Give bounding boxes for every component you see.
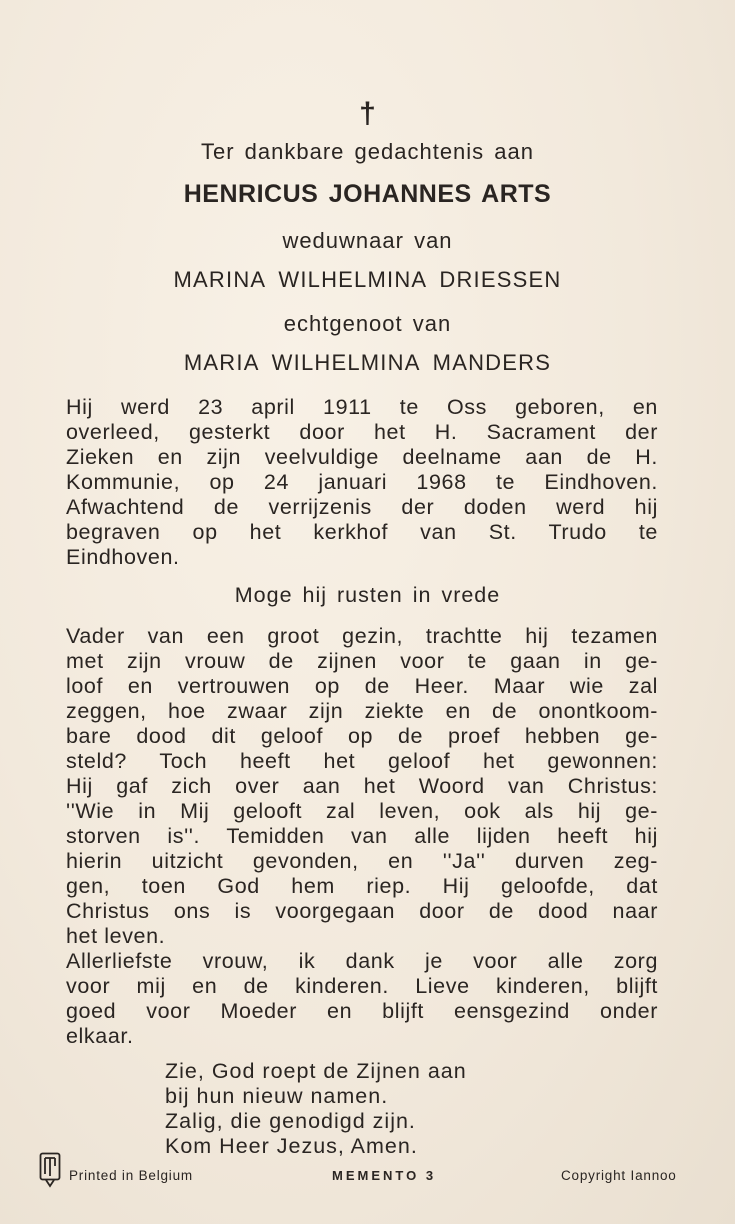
biography-line: Kommunie, op 24 januari 1968 te Eindhoven. [66,470,658,494]
message-line: hierin uitzicht gevonden, en ''Ja'' durven zeg- [66,849,658,873]
message-line: Allerliefste vrouw, ik dank je voor alle zorg [66,949,658,973]
message-line: met zijn vrouw de zijnen voor te gaan in ge- [66,649,658,673]
message-line: Christus ons is voorgegaan door de dood naar [66,899,658,923]
relation-widower: weduwnaar van [282,228,453,253]
first-spouse-name: MARINA WILHELMINA DRIESSEN [173,267,562,292]
verse-line: Kom Heer Jezus, Amen. [165,1134,418,1158]
biography-line: Afwachtend de verrijzenis der doden werd hij [66,495,658,519]
intro-line: Ter dankbare gedachtenis aan [201,139,534,164]
second-spouse-name: MARIA WILHELMINA MANDERS [183,350,552,375]
message-line: ''Wie in Mij gelooft zal leven, ook als hij ge- [66,799,658,823]
biography-line: begraven op het kerkhof van St. Trudo te [66,520,658,544]
message-line: goed voor Moeder en blijft eensgezind onder [66,999,658,1023]
prayer-line: Moge hij rusten in vrede [234,583,501,607]
message-line: zeggen, hoe zwaar zijn ziekte en de onontkoom- [66,699,658,723]
printed-in-label: Printed in Belgium [69,1168,193,1183]
relation-husband: echtgenoot van [283,311,452,336]
lannoo-monogram-icon [39,1152,61,1188]
message-line: Hij gaf zich over aan het Woord van Christus: [66,774,658,798]
cross-symbol: † [359,97,376,130]
message-line: gen, toen God hem riep. Hij geloofde, dat [66,874,658,898]
biography-line: overleed, gesterkt door het H. Sacrament der [66,420,658,444]
verse-line: bij hun nieuw namen. [165,1084,389,1108]
verse-line: Zie, God roept de Zijnen aan [165,1059,467,1083]
message-line: loof en vertrouwen op de Heer. Maar wie zal [66,674,658,698]
message-line: storven is''. Temidden van alle lijden heeft hij [66,824,658,848]
biography-line: Zieken en zijn veelvuldige deelname aan de H. [66,445,658,469]
message-line: Vader van een groot gezin, trachtte hij tezamen [66,624,658,648]
message-line: het leven. [66,924,166,948]
biography-line: Eindhoven. [66,545,180,569]
message-line: bare dood dit geloof op de proef hebben ge- [66,724,658,748]
biography-line: Hij werd 23 april 1911 te Oss geboren, en [66,395,658,419]
message-line: elkaar. [66,1024,134,1048]
message-line: steld? Toch heeft het geloof het gewonnen: [66,749,658,773]
message-line: voor mij en de kinderen. Lieve kinderen, blijft [66,974,658,998]
deceased-name: HENRICUS JOHANNES ARTS [183,180,552,208]
copyright-label: Copyright Iannoo [561,1168,677,1183]
series-label: MEMENTO 3 [332,1168,437,1183]
verse-line: Zalig, die genodigd zijn. [165,1109,416,1133]
